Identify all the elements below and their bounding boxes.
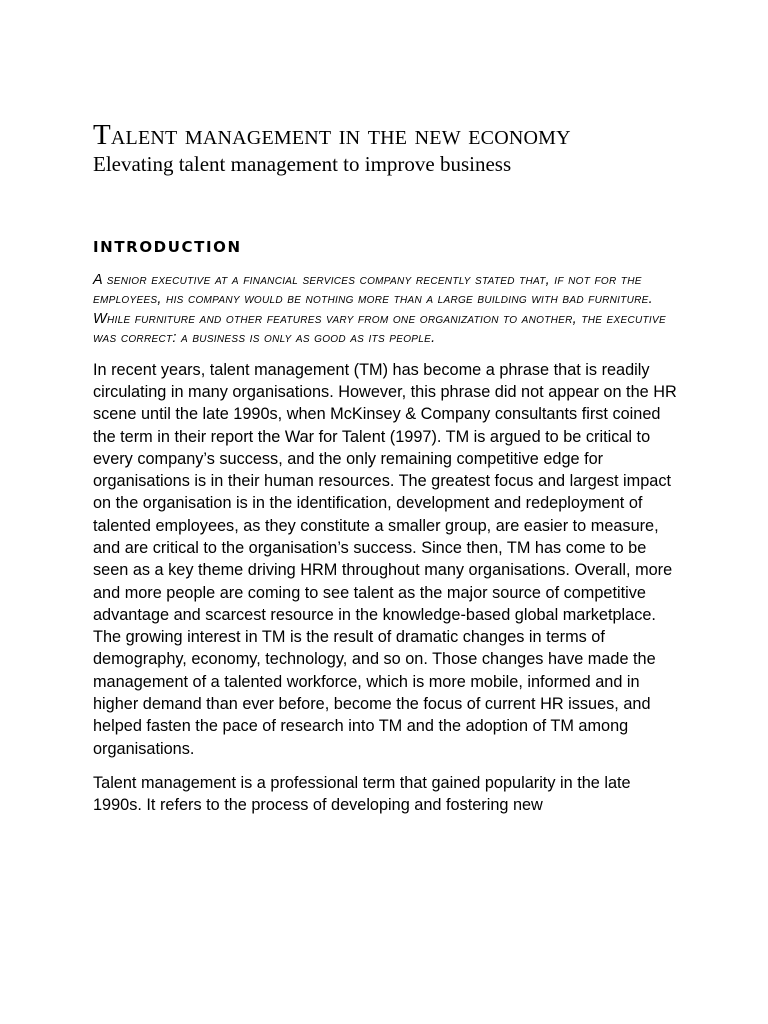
body-paragraph: In recent years, talent management (TM) has become a phrase that is readily circulating in many organisations. However, this phrase did not appear on the HR scene until the late 1990s, when McKinsey & Company consultants first coined the term in their report the War for Talent (1997). TM is argued to be critical to every company’s success, and the only remaining competitive edge for organisations is in their human resources. The greatest focus and largest impact on the organisation is in the identification, development and redeployment of talented employees, as they constitute a smaller group, are easier to measure, and are critical to the organisation’s success. Since then, TM has come to be seen as a key theme driving HRM throughout many organisations. Overall, more and more people are coming to see talent as the major source of competitive advantage and scarcest resource in the knowledge-based global marketplace. The growing interest in TM is the result of dramatic changes in terms of demography, economy, technology, and so on. Those changes have made the management of a talented workforce, which is more mobile, informed and in higher demand than ever before, become the focus of current HR issues, and helped fasten the pace of research into TM and the adoption of TM among organisations.: [93, 360, 677, 758]
body-paragraph: Talent management is a professional term that gained popularity in the late 1990s. It refers to the process of developing and fostering new: [93, 773, 631, 815]
document-page: [93, 118, 683, 817]
section-heading: INTRODUCTION: [93, 238, 242, 256]
lead-paragraph: A senior executive at a financial services company recently stated that, if not for the employees, his company would be nothing more than a large building with bad furniture. While furniture and other features vary from one organization to another, the executive was correct: a business is only as good as its people.: [93, 272, 666, 347]
document-subtitle: Elevating talent management to improve business: [93, 152, 512, 176]
document-title: Talent management in the new economy: [93, 119, 571, 151]
